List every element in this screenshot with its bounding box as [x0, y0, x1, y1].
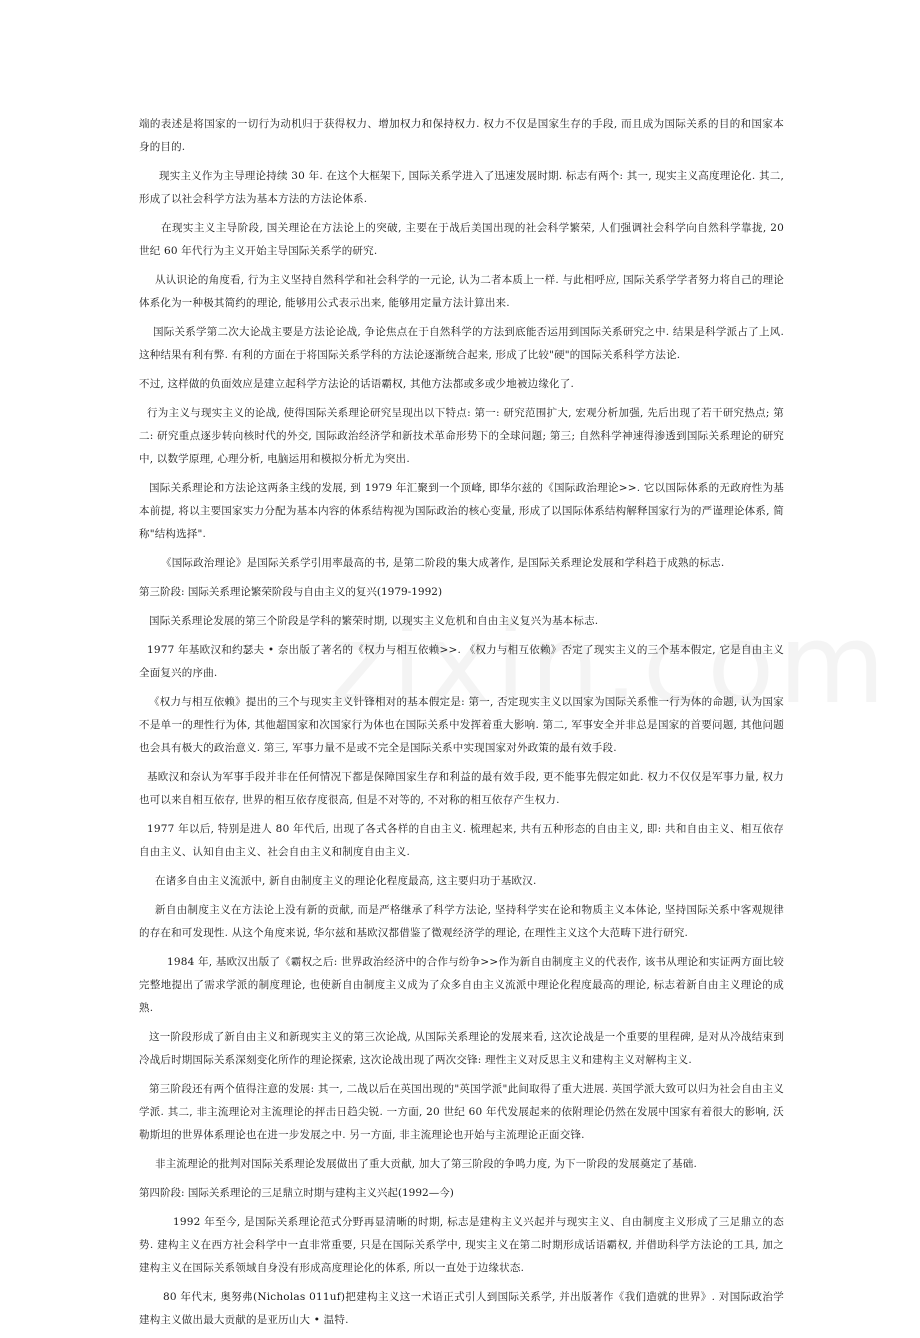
paragraph: 新自由制度主义在方法论上没有新的贡献, 而是严格继承了科学方法论, 坚持科学实在论和物质主义本体论, 坚持国际关系中客观规律的存在和可发现性. 从这个角度来说, 华尔兹和基欧汉都借鉴了微观经济学的理论, 在理性主义这个大范畴下进行研究.: [139, 904, 784, 939]
section-heading: 第三阶段: 国际关系理论繁荣阶段与自由主义的复兴(1979-1992): [139, 586, 443, 598]
paragraph: 国际关系理论发展的第三个阶段是学科的繁荣时期, 以现实主义危机和自由主义复兴为基本标志.: [149, 615, 599, 627]
paragraph: 这一阶段形成了新自由主义和新现实主义的第三次论战, 从国际关系理论的发展来看, 这次论战是一个重要的里程碑, 是对从冷战结束到冷战后时期国际关系深刻变化所作的理论探索, 这次论战出现了两次交锋: 理性主义对反思主义和建构主义对解构主义.: [139, 1031, 784, 1066]
paragraph: 1977 年以后, 特别是进人 80 年代后, 出现了各式各样的自由主义. 梳理起来, 共有五种形态的自由主义, 即: 共和自由主义、相互依存自由主义、认知自由主义、社会自由主义和制度自由主义.: [139, 823, 784, 858]
section-heading: 第四阶段: 国际关系理论的三足鼎立时期与建构主义兴起(1992—今): [139, 1187, 454, 1199]
paragraph: 《国际政治理论》是国际关系学引用率最高的书, 是第二阶段的集大成著作, 是国际关系理论发展和学科趋于成熟的标志.: [161, 557, 725, 569]
paragraph: 基欧汉和奈认为军事手段并非在任何情况下都是保障国家生存和利益的最有效手段, 更不能事先假定如此. 权力不仅仅是军事力量, 权力也可以来自相互依存, 世界的相互依存度很高, 但是不对等的, 不对称的相互依存产生权力.: [139, 771, 784, 806]
paragraph: 端的表述是将国家的一切行为动机归于获得权力、增加权力和保持权力. 权力不仅是国家生存的手段, 而且成为国际关系的目的和国家本身的目的.: [139, 118, 784, 153]
paragraph: 不过, 这样做的负面效应是建立起科学方法论的话语霸权, 其他方法都或多或少地被边缘化了.: [139, 378, 574, 390]
paragraph: 在现实主义主导阶段, 国关理论在方法论上的突破, 主要在于战后美国出现的社会科学繁荣, 人们强调社会科学向自然科学靠拢, 20 世纪 60 年代行为主义开始主导国际关系学的研究.: [139, 222, 784, 257]
paragraph: 从认识论的角度看, 行为主义坚持自然科学和社会科学的一元论, 认为二者本质上一样. 与此相呼应, 国际关系学学者努力将自己的理论体系化为一种极其简约的理论, 能够用公式表示出来, 能够用定量方法计算出来.: [139, 274, 784, 309]
paragraph: 国际关系学第二次大论战主要是方法论论战, 争论焦点在于自然科学的方法到底能否运用到国际关系研究之中. 结果是科学派占了上风. 这种结果有利有弊. 有利的方面在于将国际关系学科的方法论逐渐统合起来, 形成了比较"硬"的国际关系科学方法论.: [139, 326, 784, 361]
paragraph: 1992 年至今, 是国际关系理论范式分野再显清晰的时期, 标志是建构主义兴起并与现实主义、自由制度主义形成了三足鼎立的态势. 建构主义在西方社会科学中一直非常重要, 只是在国际关系学中, 现实主义在第二时期形成话语霸权, 并借助科学方法论的工具, 加之建构主义在国际关系领域自身没有形成高度理论化的体系, 所以一直处于边缘状态.: [139, 1216, 784, 1274]
paragraph: 国际关系理论和方法论这两条主线的发展, 到 1979 年汇聚到一个顶峰, 即华尔兹的《国际政治理论>>. 它以国际体系的无政府性为基本前提, 将以主要国家实力分配为基本内容的体系结构视为国际政治的核心变量, 形成了以国际体系结构解释国家行为的严谨理论体系, 简称"结构选择".: [139, 482, 784, 540]
paragraph: 1984 年, 基欧汉出版了《霸权之后: 世界政治经济中的合作与纷争>>作为新自由制度主义的代表作, 该书从理论和实证两方面比较完整地提出了需求学派的制度理论, 也使新自由制度主义成为了众多自由主义流派中理论化程度最高的理论, 标志着新自由主义理论的成熟.: [139, 956, 784, 1014]
paragraph: 非主流理论的批判对国际关系理论发展做出了重大贡献, 加大了第三阶段的争鸣力度, 为下一阶段的发展奠定了基础.: [155, 1158, 697, 1170]
document-page: [139, 113, 784, 1338]
paragraph: 80 年代末, 奥努弗(Nicholas 011uf)把建构主义这一术语正式引人到国际关系学, 并出版著作《我们造就的世界》. 对国际政治学建构主义做出最大贡献的是亚历山大 • 温特.: [139, 1291, 784, 1326]
paragraph: 《权力与相互依赖》提出的三个与现实主义针锋相对的基本假定是: 第一, 否定现实主义以国家为国际关系惟一行为体的命题, 认为国家不是单一的理性行为体, 其他超国家和次国家行为体也在国际关系中发挥着重大影响. 第二, 军事安全并非总是国家的首要问题, 其他问题也会具有极大的政治意义. 第三, 军事力量不是或不完全是国际关系中实现国家对外政策的最有效手段.: [139, 696, 784, 754]
paragraph: 在诸多自由主义流派中, 新自由制度主义的理论化程度最高, 这主要归功于基欧汉.: [155, 875, 537, 887]
paragraph: 现实主义作为主导理论持续 30 年. 在这个大框架下, 国际关系学进入了迅速发展时期. 标志有两个: 其一, 现实主义高度理论化. 其二, 形成了以社会科学方法为基本方法的方法论体系.: [139, 170, 784, 205]
paragraph: 1977 年基欧汉和约瑟夫 • 奈出版了著名的《权力与相互依赖>>. 《权力与相互依赖》否定了现实主义的三个基本假定, 它是自由主义全面复兴的序曲.: [139, 644, 784, 679]
paragraph: 行为主义与现实主义的论战, 使得国际关系理论研究呈现出以下特点: 第一: 研究范围扩大, 宏观分析加强, 先后出现了若干研究热点; 第二: 研究重点逐步转向核时代的外交, 国际政治经济学和新技术革命形势下的全球问题; 第三; 自然科学神速得渗透到国际关系理论的研究中, 以数学原理, 心理分析, 电脑运用和模拟分析尤为突出.: [139, 407, 784, 465]
paragraph: 第三阶段还有两个值得注意的发展: 其一, 二战以后在英国出现的"英国学派"此间取得了重大进展. 英国学派大致可以归为社会自由主义学派. 其二, 非主流理论对主流理论的抨击日趋尖锐. 一方面, 20 世纪 60 年代发展起来的依附理论仍然在发展中国家有着很大的影响, 沃勒斯坦的世界体系理论也在进一步发展之中. 另一方面, 非主流理论也开始与主流理论正面交锋.: [139, 1083, 784, 1141]
